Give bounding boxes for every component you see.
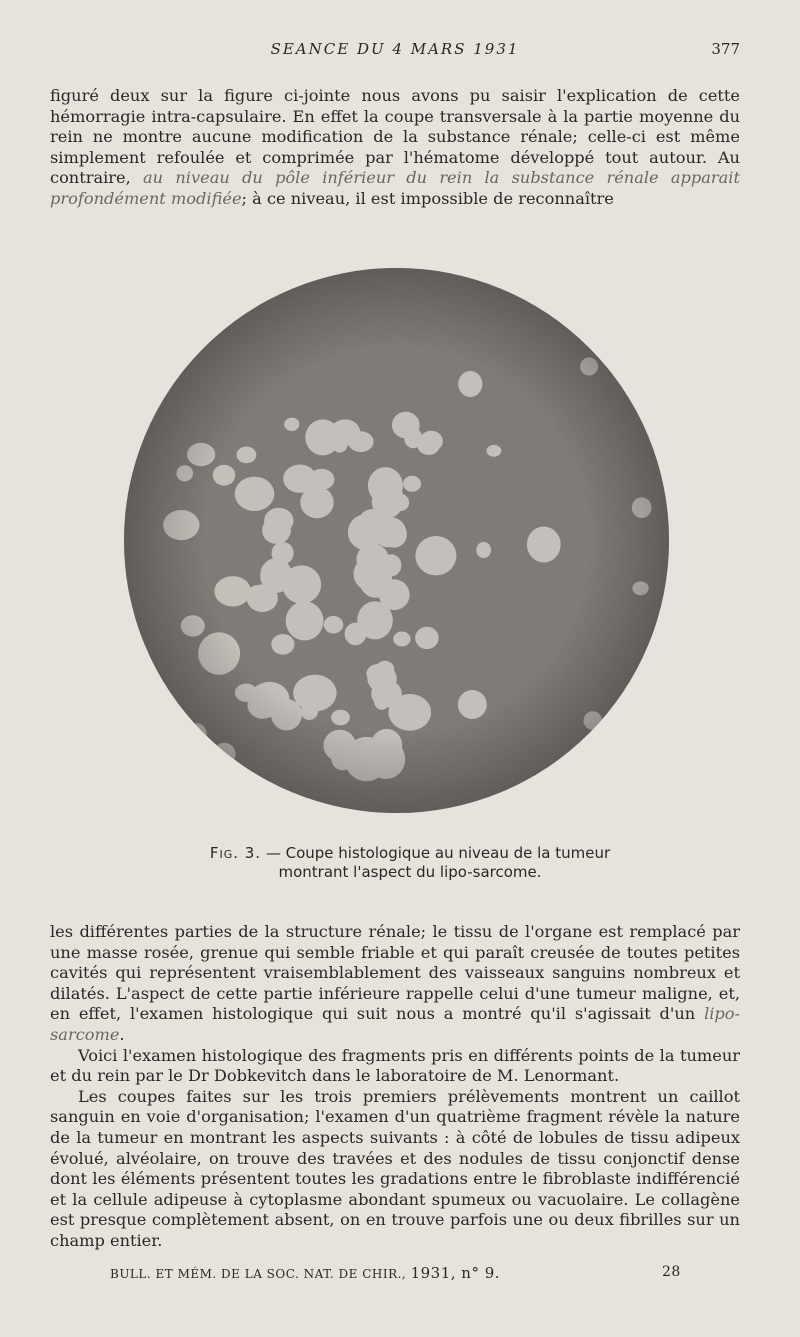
paragraph-1-end: . xyxy=(119,1024,125,1044)
paragraph-3: Les coupes faites sur les trois premiers prélèvements montrent un caillot sanguin en voie d'organisation; l'examen d'un quatrième fragment révèle la nature de la tumeur en montrant les aspects suivants : à côté de lobules de tissu adipeux évolué, alvéolaire, on trouve des travées et des nodules de tissu conjonctif dense dont les éléments présentent toutes les gradations entre le fibroblaste indifférencié et la cellule adipeuse à cytoplasme abondant spumeux ou vacuolaire. Le collagène est presque complètement absent, on en trouve parfois une ou deux fibrilles sur un champ entier. xyxy=(50,1086,740,1250)
top-paragraph xyxy=(50,86,740,210)
page-number: 377 xyxy=(711,40,740,58)
paragraph-2: Voici l'examen histologique des fragments pris en différents points de la tumeur et du rein par le Dr Dobkevitch dans le laboratoire de M. Lenormant. xyxy=(50,1045,740,1086)
running-head xyxy=(50,40,740,60)
paragraph-1-italic: lipo-sarcome xyxy=(50,1004,740,1044)
figure-label: Fig. 3. xyxy=(209,844,262,862)
top-line-4: même simplement refoulée et comprimée par l'hématome développé tout xyxy=(50,127,740,167)
bottom-text xyxy=(50,922,740,1252)
top-line-1: figuré deux sur la figure ci-jointe nous avons pu saisir l'explication de cette xyxy=(50,86,740,105)
top-line-2: hémorragie intra-capsulaire. En effet la coupe transversale à la partie moyenne xyxy=(50,106,714,126)
paragraph-1 xyxy=(50,922,740,1046)
journal-reference xyxy=(110,1264,500,1282)
top-line-5-italic: au niveau du pôle inférieur du rein la substance rénale xyxy=(143,168,659,188)
sheet-number: 28 xyxy=(662,1264,681,1280)
top-line-5-start: autour. Au contraire, xyxy=(50,147,740,188)
fat-vacuole xyxy=(143,762,163,779)
fat-vacuole xyxy=(166,731,194,758)
micrograph-image xyxy=(124,268,669,813)
running-head-title: SEANCE DU 4 MARS 1931 xyxy=(270,40,520,58)
caption-line-1: — Coupe histologique au niveau de la tumeur xyxy=(265,844,611,862)
page-footer xyxy=(50,1264,740,1286)
figure-caption xyxy=(150,844,670,882)
journal-reference-issue: 1931, n° 9. xyxy=(410,1264,501,1282)
top-line-6-end: ; à ce niveau, il est impossible de reconnaître xyxy=(241,188,614,208)
top-line-6-italic: apparait profondément modifiée xyxy=(50,168,740,208)
top-line-3: du rein ne montre aucune modification de la substance rénale; celle-ci est xyxy=(50,106,740,147)
paragraph-1-text: les différentes parties de la structure rénale; le tissu de l'organe est remplacé par une masse rosée, grenue qui semble friable et qui paraît creusée de toutes petites cavités qui représentent vraisemblablement des vaisseaux sanguins nombreux et dilatés. L'aspect de cette partie inférieure rappelle celui d'une tumeur maligne, et, en effet, l'examen histologique qui suit nous a montré qu'il s'agissait d'un xyxy=(50,922,740,1024)
journal-reference-prefix: BULL. ET MÉM. DE LA SOC. NAT. DE CHIR., xyxy=(110,1267,407,1281)
histology-micrograph xyxy=(124,268,669,813)
caption-line-2: montrant l'aspect du lipo-sarcome. xyxy=(278,863,542,881)
